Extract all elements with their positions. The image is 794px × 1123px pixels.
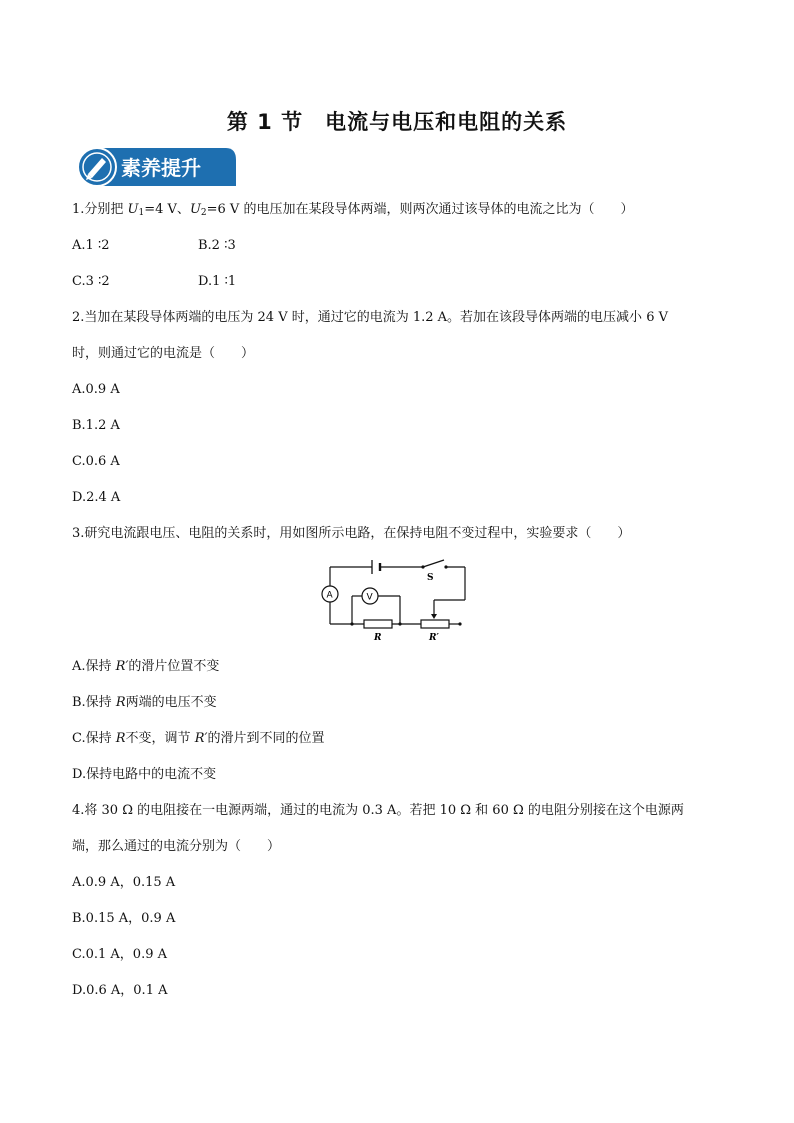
- question-3-option-c: C.保持 R不变，调节 R′的滑片到不同的位置: [72, 731, 325, 746]
- question-1-option-d: D.1 ∶1: [198, 274, 237, 289]
- question-2-option-c: C.0.6 A: [72, 454, 120, 469]
- battery-symbol: [372, 560, 380, 574]
- switch-label: S: [427, 573, 434, 583]
- question-1-option-c: C.3 ∶2: [72, 274, 110, 289]
- question-3-stem: 3.研究电流跟电压、电阻的关系时，用如图所示电路，在保持电阻不变过程中，实验要求（ ）: [72, 526, 631, 541]
- page-title: 第 1 节 电流与电压和电阻的关系: [226, 110, 568, 134]
- rheostat-label: R′: [429, 633, 439, 643]
- question-3-option-d: D.保持电路中的电流不变: [72, 767, 217, 782]
- question-1-option-a: A.1 ∶2: [72, 238, 110, 253]
- question-2-option-a: A.0.9 A: [72, 382, 120, 397]
- question-4-option-a: A.0.9 A，0.15 A: [72, 875, 176, 890]
- voltmeter-label: V: [366, 592, 373, 603]
- question-2-option-b: B.1.2 A: [72, 418, 120, 433]
- circuit-diagram: [320, 556, 470, 646]
- question-2-option-d: D.2.4 A: [72, 490, 121, 505]
- rheostat-symbol: [421, 600, 449, 628]
- question-4-option-c: C.0.1 A，0.9 A: [72, 947, 168, 962]
- question-4-stem-line-1: 4.将 30 Ω 的电阻接在一电源两端，通过的电流为 0.3 A。若把 10 Ω 和 60 Ω 的电阻分别接在这个电源两: [72, 803, 684, 818]
- question-3-option-a: A.保持 R′的滑片位置不变: [72, 659, 220, 674]
- ammeter-label: A: [326, 590, 333, 601]
- resistor-label: R: [374, 633, 382, 643]
- question-2-stem-line-1: 2.当加在某段导体两端的电压为 24 V 时，通过它的电流为 1.2 A。若加在该段导体两端的电压减小 6 V: [72, 310, 668, 325]
- question-4-option-b: B.0.15 A，0.9 A: [72, 911, 176, 926]
- question-4-stem-line-2: 端，那么通过的电流分别为（ ）: [72, 839, 281, 854]
- section-banner-label: 素养提升: [121, 156, 201, 180]
- question-3-option-b: B.保持 R两端的电压不变: [72, 695, 217, 710]
- question-1-option-b: B.2 ∶3: [198, 238, 236, 253]
- section-banner: [76, 146, 236, 188]
- question-1-stem: 1.分别把 $U_1=4$ V、$U_2=6$ V 的电压加在某段导体两端，则两次通过该导体的电流之比为（ ）: [72, 202, 634, 218]
- question-4-option-d: D.0.6 A，0.1 A: [72, 983, 168, 998]
- resistor-symbol: [364, 620, 392, 628]
- question-2-stem-line-2: 时，则通过它的电流是（ ）: [72, 346, 255, 361]
